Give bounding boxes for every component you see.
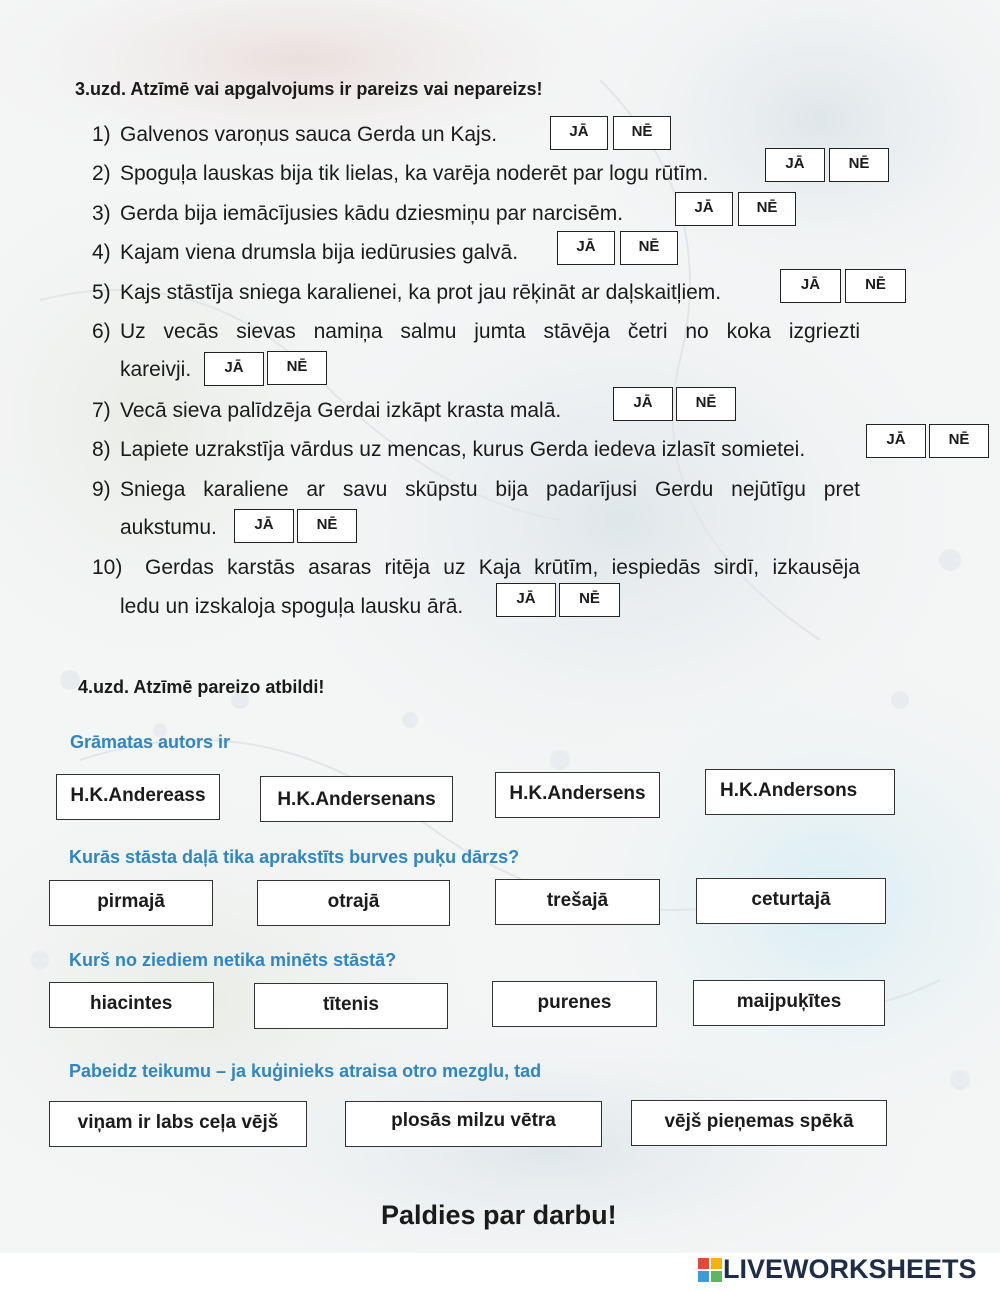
item-number: 5) <box>92 281 111 304</box>
question-text: Pabeidz teikumu – ja kuģinieks atraisa otro mezglu, tad <box>69 1061 542 1081</box>
no-button[interactable]: NĒ <box>738 192 796 226</box>
answer-option[interactable]: H.K.Andersenans <box>260 776 453 822</box>
yes-button[interactable]: JĀ <box>780 269 841 303</box>
yes-button[interactable]: JĀ <box>557 231 615 265</box>
yes-button[interactable]: JĀ <box>613 387 673 421</box>
answer-option[interactable]: H.K.Andersons <box>705 769 895 815</box>
no-button[interactable]: NĒ <box>845 269 906 303</box>
answer-option[interactable]: H.K.Andereass <box>56 774 220 820</box>
answer-option[interactable]: trešajā <box>495 879 660 925</box>
yes-button[interactable]: JĀ <box>550 116 608 150</box>
question-text: Grāmatas autors ir <box>70 732 231 752</box>
answer-option[interactable]: ceturtajā <box>696 878 886 924</box>
answer-option[interactable]: tītenis <box>254 983 448 1029</box>
statement-text: Kajam viena drumsla bija iedūrusies galvā. <box>120 241 519 264</box>
statement-text: Kajs stāstīja sniega karalienei, ka prot jau rēķināt ar daļskaitļiem. <box>120 281 722 304</box>
statement-text: Gerda bija iemācījusies kādu dziesmiņu par narcisēm. <box>120 202 624 225</box>
no-button[interactable]: NĒ <box>267 351 327 385</box>
thanks-message: Paldies par darbu! <box>381 1200 617 1230</box>
statement-text: Lapiete uzrakstīja vārdus uz mencas, kurus Gerda iedeva izlasīt somietei. <box>120 438 806 461</box>
yes-button[interactable]: JĀ <box>204 352 264 386</box>
no-button[interactable]: NĒ <box>620 231 678 265</box>
no-button[interactable]: NĒ <box>559 583 620 617</box>
answer-option[interactable]: H.K.Andersens <box>495 772 660 818</box>
question-text: Kurās stāsta daļā tika aprakstīts burves puķu dārzs? <box>69 847 520 867</box>
statement-text-continued: kareivji. <box>120 358 192 381</box>
statement-text: Galvenos varoņus sauca Gerda un Kajs. <box>120 123 498 146</box>
liveworksheets-logo-icon <box>698 1258 722 1282</box>
no-button[interactable]: NĒ <box>613 116 671 150</box>
answer-option[interactable]: hiacintes <box>49 982 214 1028</box>
yes-button[interactable]: JĀ <box>496 583 556 617</box>
yes-button[interactable]: JĀ <box>765 148 825 182</box>
yes-button[interactable]: JĀ <box>234 509 294 543</box>
yes-button[interactable]: JĀ <box>866 424 926 458</box>
statement-text: Gerdas karstās asaras ritēja uz Kaja krūtīm, iespiedās sirdī, izkausēja <box>145 556 860 579</box>
answer-option[interactable]: maijpuķītes <box>693 980 885 1026</box>
answer-option[interactable]: otrajā <box>257 880 450 926</box>
statement-text: Spoguļa lauskas bija tik lielas, ka varēja noderēt par logu rūtīm. <box>120 162 709 185</box>
answer-option[interactable]: plosās milzu vētra <box>345 1101 602 1147</box>
item-number: 6) <box>92 320 111 343</box>
statement-text: Sniega karaliene ar savu skūpstu bija padarījusi Gerdu nejūtīgu pret <box>120 478 860 501</box>
no-button[interactable]: NĒ <box>676 387 736 421</box>
item-number: 4) <box>92 241 111 264</box>
task3-heading: 3.uzd. Atzīmē vai apgalvojums ir pareizs vai nepareizs! <box>75 79 543 99</box>
statement-text: Vecā sieva palīdzēja Gerdai izkāpt krasta malā. <box>120 399 562 422</box>
answer-option[interactable]: vējš pieņemas spēkā <box>631 1100 887 1146</box>
item-number: 7) <box>92 399 111 422</box>
task4-heading: 4.uzd. Atzīmē pareizo atbildi! <box>78 677 325 697</box>
statement-text-continued: ledu un izskaloja spoguļa lausku ārā. <box>120 595 464 618</box>
item-number: 2) <box>92 162 111 185</box>
no-button[interactable]: NĒ <box>929 424 989 458</box>
statement-text-continued: aukstumu. <box>120 516 217 539</box>
item-number: 8) <box>92 438 111 461</box>
yes-button[interactable]: JĀ <box>675 192 733 226</box>
no-button[interactable]: NĒ <box>297 509 357 543</box>
liveworksheets-logo[interactable]: LIVEWORKSHEETS <box>723 1254 977 1284</box>
question-text: Kurš no ziediem netika minēts stāstā? <box>69 950 397 970</box>
answer-option[interactable]: viņam ir labs ceļa vējš <box>49 1101 307 1147</box>
item-number: 3) <box>92 202 111 225</box>
no-button[interactable]: NĒ <box>829 148 889 182</box>
answer-option[interactable]: pirmajā <box>49 880 213 926</box>
statement-text: Uz vecās sievas namiņa salmu jumta stāvēja četri no koka izgriezti <box>120 320 860 343</box>
item-number: 1) <box>92 123 111 146</box>
item-number: 10) <box>92 556 123 579</box>
answer-option[interactable]: purenes <box>492 981 657 1027</box>
item-number: 9) <box>92 478 111 501</box>
